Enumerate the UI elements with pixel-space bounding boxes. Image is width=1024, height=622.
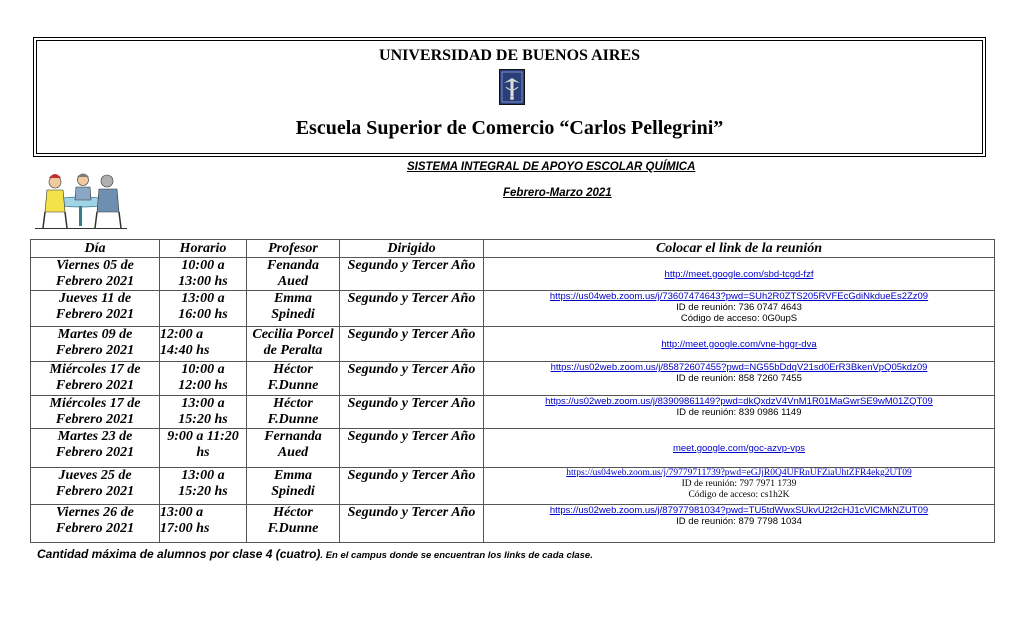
- meeting-id: ID de reunión: 797 7971 1739: [681, 479, 797, 489]
- profesor-line2: Aued: [277, 445, 309, 460]
- access-code: Código de acceso: cs1h2K: [688, 490, 790, 500]
- profesor-line1: Fernanda: [264, 429, 322, 444]
- cell-dia: [31, 505, 160, 543]
- profesor-line2: F.Dunne: [267, 378, 319, 393]
- meeting-link[interactable]: http://meet.google.com/vne-hggr-dva: [661, 338, 817, 350]
- table-row: [31, 291, 995, 327]
- table-row: [31, 468, 995, 505]
- header-box: [33, 37, 986, 157]
- cell-dia: [31, 396, 160, 429]
- cell-dirigido: Segundo y Tercer Año: [340, 396, 484, 429]
- meeting-link[interactable]: https://us04web.zoom.us/j/73607474643?pwd=SUh2R0ZTS205RVFEcGdiNkdueEs2Zz09: [549, 291, 929, 302]
- cell-horario: [160, 505, 247, 543]
- cell-link: [484, 505, 995, 543]
- cell-dia: [31, 291, 160, 327]
- meeting-link[interactable]: https://us04web.zoom.us/j/79779711739?pwd=eGJjR0Q4UFRnUFZiaUhtZFR4ekg2UT09: [566, 468, 912, 478]
- header-profesor: Profesor: [247, 240, 340, 258]
- dia-line2: Febrero 2021: [55, 484, 135, 499]
- cell-profesor: [247, 396, 340, 429]
- cell-profesor: [247, 258, 340, 291]
- header-link: Colocar el link de la reunión: [484, 240, 995, 258]
- horario-line2: 16:00 hs: [178, 307, 228, 322]
- cell-dia: [31, 327, 160, 362]
- horario-line2: 14:40 hs: [160, 343, 210, 358]
- cell-link: [484, 291, 995, 327]
- meeting-link[interactable]: meet.google.com/goc-azvp-vps: [672, 442, 805, 454]
- table-row: [31, 327, 995, 362]
- school-crest-icon: [499, 69, 525, 105]
- header-dirigido: Dirigido: [340, 240, 484, 258]
- horario-line2: 12:00 hs: [178, 378, 228, 393]
- footer-main: Cantidad máxima de alumnos por clase 4 (cuatro): [37, 547, 321, 561]
- horario-line1: 12:00 a: [160, 327, 204, 342]
- horario-line2: 13:00 hs: [178, 274, 228, 289]
- cell-link: [484, 258, 995, 291]
- university-title: UNIVERSIDAD DE BUENOS AIRES: [379, 47, 640, 64]
- cell-link: [484, 362, 995, 396]
- meeting-id: ID de reunión: 879 7798 1034: [676, 516, 802, 527]
- profesor-line1: Héctor: [273, 505, 313, 520]
- horario-line2: 15:20 hs: [178, 412, 228, 427]
- profesor-line1: Cecilia Porcel: [252, 327, 334, 342]
- footer-detail: . En el campus donde se encuentran los links de cada clase.: [320, 550, 593, 561]
- students-illustration-icon: [33, 168, 129, 232]
- footer-note: [37, 545, 593, 563]
- profesor-line1: Héctor: [273, 362, 313, 377]
- dia-line2: Febrero 2021: [55, 274, 135, 289]
- table-row: [31, 362, 995, 396]
- school-title: Escuela Superior de Comercio “Carlos Pellegrini”: [295, 117, 724, 139]
- dia-line2: Febrero 2021: [55, 343, 135, 358]
- header-dia: Día: [31, 240, 160, 258]
- meeting-link[interactable]: https://us02web.zoom.us/j/83909861149?pwd=dkQxdzV4VnM1R01MaGwrSE9wM01ZQT09: [545, 396, 933, 407]
- meeting-link[interactable]: http://meet.google.com/sbd-tcgd-fzf: [664, 268, 814, 280]
- meeting-link[interactable]: https://us02web.zoom.us/j/87977981034?pwd=TU5tdWwxSUkvU2t2cHJ1cVlCMkNZUT09: [549, 505, 929, 516]
- access-code: Código de acceso: 0G0upS: [680, 313, 798, 324]
- table-header-row: [31, 240, 995, 258]
- cell-horario: [160, 327, 247, 362]
- horario-line1: 13:00 a: [160, 505, 204, 520]
- cell-dia: [31, 258, 160, 291]
- table-row: [31, 258, 995, 291]
- cell-link: [484, 468, 995, 505]
- cell-dia: [31, 429, 160, 468]
- horario-line1: 13:00 a: [181, 396, 225, 411]
- cell-dirigido: Segundo y Tercer Año: [340, 468, 484, 505]
- horario-line1: 9:00 a 11:20: [167, 429, 239, 444]
- table-row: [31, 505, 995, 543]
- profesor-line1: Emma: [273, 468, 313, 483]
- cell-horario: [160, 468, 247, 505]
- horario-line1: 13:00 a: [181, 468, 225, 483]
- horario-line1: 13:00 a: [181, 291, 225, 306]
- dia-line1: Viernes 05 de: [56, 258, 134, 273]
- cell-dirigido: Segundo y Tercer Año: [340, 505, 484, 543]
- cell-dia: [31, 362, 160, 396]
- cell-dirigido: Segundo y Tercer Año: [340, 362, 484, 396]
- dia-line2: Febrero 2021: [55, 445, 135, 460]
- cell-dia: [31, 468, 160, 505]
- header-horario: Horario: [160, 240, 247, 258]
- cell-profesor: [247, 362, 340, 396]
- cell-dirigido: Segundo y Tercer Año: [340, 258, 484, 291]
- cell-profesor: [247, 291, 340, 327]
- cell-horario: [160, 258, 247, 291]
- dia-line2: Febrero 2021: [55, 412, 135, 427]
- dia-line1: Viernes 26 de: [56, 505, 134, 520]
- cell-link: [484, 396, 995, 429]
- table-row: [31, 396, 995, 429]
- dia-line1: Martes 23 de: [57, 429, 133, 444]
- cell-link: [484, 327, 995, 362]
- dia-line1: Miércoles 17 de: [49, 396, 141, 411]
- cell-dirigido: Segundo y Tercer Año: [340, 429, 484, 468]
- dia-line2: Febrero 2021: [55, 521, 135, 536]
- horario-line2: 17:00 hs: [160, 521, 210, 536]
- dia-line1: Martes 09 de: [57, 327, 133, 342]
- cell-dirigido: Segundo y Tercer Año: [340, 291, 484, 327]
- horario-line1: 10:00 a: [181, 362, 225, 377]
- profesor-line1: Emma: [273, 291, 313, 306]
- profesor-line2: Spinedi: [271, 484, 315, 499]
- cell-horario: [160, 291, 247, 327]
- schedule-table: [30, 239, 995, 543]
- cell-profesor: [247, 327, 340, 362]
- cell-horario: [160, 396, 247, 429]
- profesor-line1: Héctor: [273, 396, 313, 411]
- cell-profesor: [247, 505, 340, 543]
- dia-line2: Febrero 2021: [55, 307, 135, 322]
- table-row: [31, 429, 995, 468]
- meeting-id: ID de reunión: 736 0747 4643: [676, 302, 802, 313]
- dia-line1: Miércoles 17 de: [49, 362, 141, 377]
- profesor-line2: F.Dunne: [267, 521, 319, 536]
- horario-line1: 10:00 a: [181, 258, 225, 273]
- horario-line2: hs: [196, 445, 210, 460]
- period-label: Febrero-Marzo 2021: [503, 187, 612, 199]
- dia-line2: Febrero 2021: [55, 378, 135, 393]
- cell-profesor: [247, 468, 340, 505]
- meeting-link[interactable]: https://us02web.zoom.us/j/85872607455?pwd=NG55bDdqV21sd0ErR3BkenVpQ05kdz09: [550, 362, 928, 373]
- meeting-id: ID de reunión: 858 7260 7455: [676, 373, 802, 384]
- profesor-line2: F.Dunne: [267, 412, 319, 427]
- cell-link: [484, 429, 995, 468]
- cell-profesor: [247, 429, 340, 468]
- profesor-line2: Spinedi: [271, 307, 315, 322]
- cell-dirigido: Segundo y Tercer Año: [340, 327, 484, 362]
- horario-line2: 15:20 hs: [178, 484, 228, 499]
- dia-line1: Jueves 11 de: [58, 291, 132, 306]
- profesor-line2: de Peralta: [263, 343, 323, 358]
- cell-horario: [160, 362, 247, 396]
- dia-line1: Jueves 25 de: [58, 468, 132, 483]
- system-title: SISTEMA INTEGRAL DE APOYO ESCOLAR QUÍMICA: [407, 161, 696, 173]
- meeting-id: ID de reunión: 839 0986 1149: [676, 407, 802, 418]
- profesor-line2: Aued: [277, 274, 309, 289]
- profesor-line1: Fenanda: [266, 258, 320, 273]
- cell-horario: [160, 429, 247, 468]
